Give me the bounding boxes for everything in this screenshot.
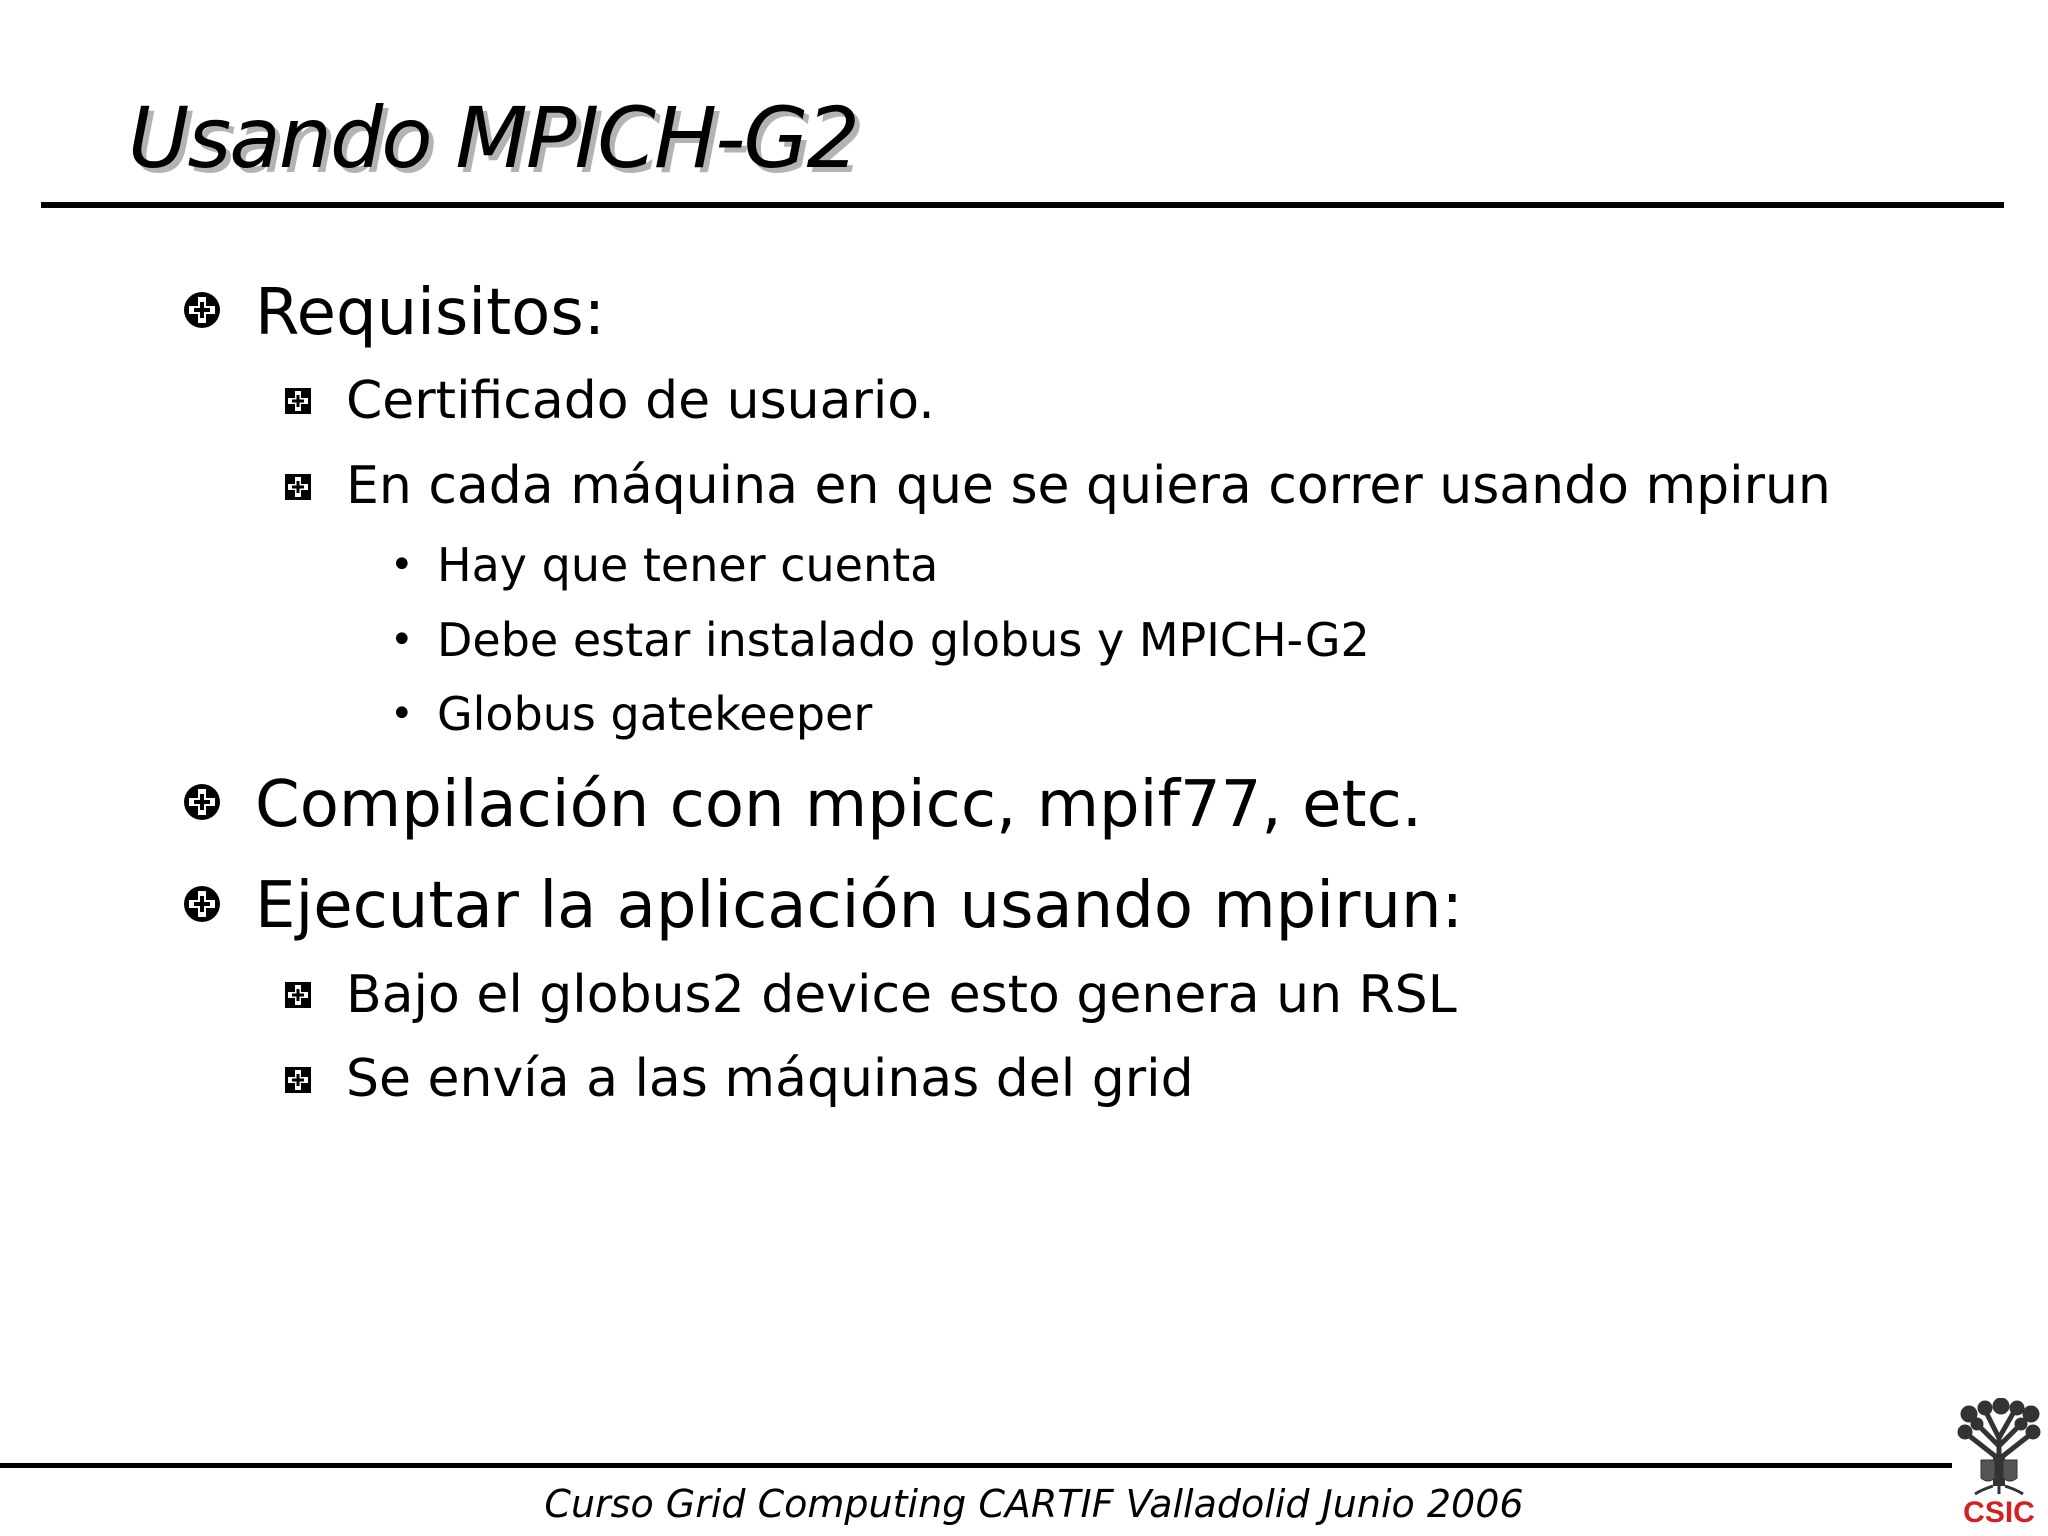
footer-divider: [0, 1463, 1952, 1468]
bullet-text-hay-que-tener-cuenta: Hay que tener cuenta: [437, 538, 939, 592]
bullet-text-globus-gatekeeper: Globus gatekeeper: [437, 687, 873, 741]
square-cross-bullet-icon: [284, 1066, 312, 1094]
bullet-text-bajo-el-globus2: Bajo el globus2 device esto genera un RSL: [346, 965, 1457, 1025]
bullet-text-certificado: Certificado de usuario.: [346, 371, 935, 431]
bullet-text-se-envia: Se envía a las máquinas del grid: [346, 1049, 1194, 1109]
bullet-text-compilacion: Compilación con mpicc, mpif77, etc.: [255, 768, 1423, 842]
circle-cross-bullet-icon: [182, 290, 222, 330]
bullet-text-ejecutar: Ejecutar la aplicación usando mpirun:: [255, 869, 1464, 943]
bullet-text-en-cada-maquina: En cada máquina en que se quiera correr usando mpirun: [346, 456, 1831, 516]
slide-title: Usando MPICH-G2: [128, 89, 858, 187]
square-cross-bullet-icon: [284, 387, 312, 415]
square-cross-bullet-icon: [284, 473, 312, 501]
footer-text: Curso Grid Computing CARTIF Valladolid Junio 2006: [544, 1482, 1524, 1526]
dot-bullet-icon: •: [390, 617, 414, 663]
square-cross-bullet-icon: [284, 981, 312, 1009]
dot-bullet-icon: •: [390, 542, 414, 588]
circle-cross-bullet-icon: [182, 782, 222, 822]
bullet-text-debe-estar-instalado: Debe estar instalado globus y MPICH-G2: [437, 613, 1370, 667]
csic-logo-text: CSIC: [1963, 1496, 2035, 1529]
dot-bullet-icon: •: [390, 691, 414, 737]
title-divider: [41, 202, 2004, 208]
circle-cross-bullet-icon: [182, 884, 222, 924]
bullet-text-requisitos: Requisitos:: [255, 276, 606, 350]
